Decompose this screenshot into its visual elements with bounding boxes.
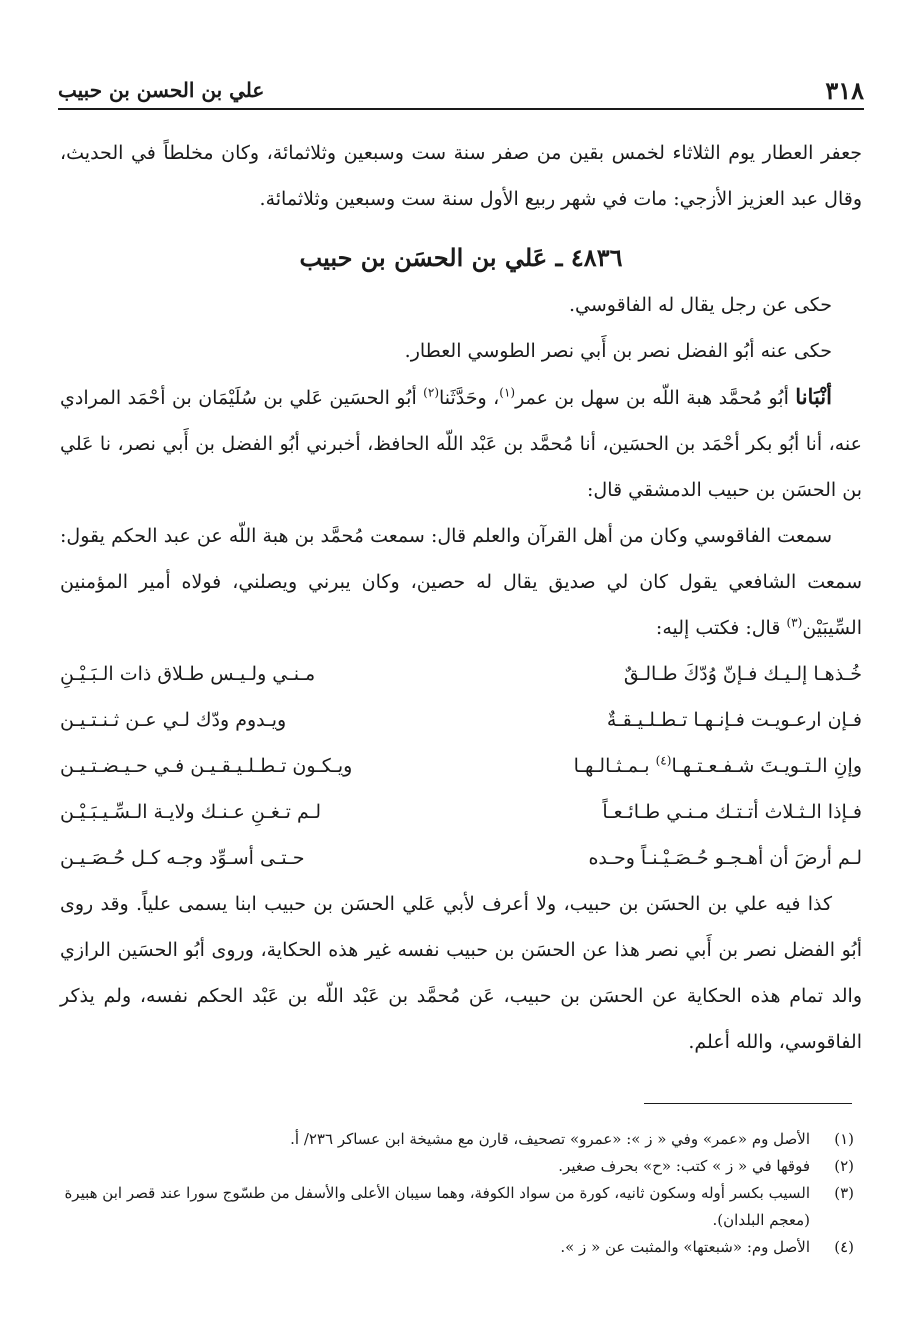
paragraph-continuation: جعفر العطار يوم الثلاثاء لخمس بقين من صفر سنة ست وسبعين وثلاثمائة، وكان مخلطاً في الحديث، وقال عبد العزيز الأزجي: مات في شهر ربيع الأول سنة ست وسبعين وثلاثمائة. bbox=[60, 142, 862, 210]
footnote-ref-4: (٤) bbox=[655, 753, 672, 768]
footnote-ref-3: (٣) bbox=[786, 615, 803, 630]
page-number: ٣١٨ bbox=[825, 75, 864, 105]
footnote bbox=[64, 1234, 854, 1261]
anbana-word: أنْبَانا bbox=[795, 384, 832, 409]
footnote-number: (٢) bbox=[834, 1157, 854, 1175]
footnotes bbox=[64, 1126, 854, 1261]
verse-text: بـمـثـالـهـا bbox=[573, 755, 656, 777]
footnote bbox=[64, 1126, 854, 1153]
poem bbox=[60, 651, 862, 881]
story-part-b: قال: فكتب إليه: bbox=[655, 617, 787, 639]
footnote-text: فوقها في « ز » كتب: «ح» بحرف صغير. bbox=[558, 1157, 810, 1175]
paragraph-story bbox=[60, 513, 862, 651]
paragraph-narrated-from: حكى عن رجل يقال له الفاقوسي. bbox=[568, 294, 832, 316]
main-text bbox=[60, 130, 862, 1065]
footnote-number: (٣) bbox=[834, 1184, 854, 1202]
footnote-ref-1: (١) bbox=[499, 385, 516, 400]
entry-heading: ٤٨٣٦ ـ عَلي بن الحسَن بن حبيب bbox=[299, 243, 623, 272]
running-title: علي بن الحسن بن حبيب bbox=[58, 78, 265, 102]
verse-first-hemistich: لـم أرضَ أن أهـجـو حُـصَـيْـنـاً وحـده bbox=[588, 847, 862, 869]
verse-second-hemistich: ويـكـون تـطـلـيـقـيـن فـي حـيـضـتـيـن bbox=[60, 755, 353, 777]
isnad-part-c: أبُو الحسَين عَلي بن سُلَيْمَان بن أحْمَد المرادي عنه، أنا أبُو بكر أحْمَد بن الحسَين، أنا مُحمَّد بن عَبْد اللّه الحافظ، أخبرني أبُو الفضل بن أَبي نصر، نا عَلي بن الحسَن بن حبيب الدمشقي قال: bbox=[60, 387, 862, 501]
footnote-text: السيب بكسر أوله وسكون ثانيه، كورة من سواد الكوفة، وهما سيبان الأعلى والأسفل من طسّوج سورا عند قصر ابن هبيرة (معجم البلدان). bbox=[64, 1184, 810, 1229]
isnad-part-a: أبُو مُحمَّد هبة اللّه بن سهل بن عمر bbox=[515, 387, 796, 409]
verse-first-hemistich bbox=[492, 743, 862, 789]
poem-verse bbox=[60, 743, 862, 789]
verse-second-hemistich: مـنـي ولـيـس طـلاق ذات الـبَـيْـنِ bbox=[60, 663, 316, 685]
story-part-a: سمعت الفاقوسي وكان من أهل القرآن والعلم قال: سمعت مُحمَّد بن هبة اللّه عن عبد الحكم يقول: سمعت الشافعي يقول كان لي صديق يقال له حصين، وكان يبرني ويصلني، فولاه أمير المؤمنين السِّيبَيْن bbox=[60, 525, 862, 639]
verse-second-hemistich: حـتـى أسـوِّد وجـه كـل حُـصَـيـن bbox=[60, 847, 305, 869]
verse-first-hemistich: فـإن ارعـويـت فـإنـهـا تـطـلـيـقـةٌ bbox=[606, 709, 862, 731]
paragraph-narrated-by: حكى عنه أبُو الفضل نصر بن أَبي نصر الطوسي العطار. bbox=[404, 340, 832, 362]
footnote bbox=[64, 1180, 854, 1234]
footnote-number: (٤) bbox=[834, 1238, 854, 1256]
footnote-number: (١) bbox=[834, 1130, 854, 1148]
poem-verse bbox=[60, 789, 862, 835]
verse-text: وإنِ الـتـويـتَ شـفـعـتـهـا bbox=[671, 755, 862, 777]
verse-second-hemistich: ويـدوم ودّك لـي عـن ثـنـتـيـن bbox=[60, 709, 287, 731]
footnote-text: الأصل وم: «شبعتها» والمثبت عن « ز ». bbox=[560, 1238, 810, 1256]
verse-first-hemistich: فـإذا الـثـلاث أتـتـك مـنـي طـائـعـاً bbox=[602, 801, 862, 823]
isnad-part-b: ، وحَدَّثَنا bbox=[439, 387, 500, 409]
footnote-divider bbox=[644, 1103, 852, 1104]
footnote bbox=[64, 1153, 854, 1180]
paragraph-commentary: كذا فيه علي بن الحسَن بن حبيب، ولا أعرف لأبي عَلي الحسَن بن حبيب ابنا يسمى علياً. وقد روى أبُو الفضل نصر بن أَبي نصر هذا عن الحسَن بن حبيب نفسه غير هذه الحكاية، وروى أبُو الحسَين الرازي والد تمام هذه الحكاية عن الحسَن بن حبيب، عَن مُحمَّد بن عَبْد اللّه بن عَبْد الحكم نفسه، ولم يذكر الفاقوسي، والله أعلم. bbox=[60, 893, 862, 1053]
verse-first-hemistich: خُـذهـا إلـيـك فـإنّ وُدّكَ طـالـقٌ bbox=[623, 663, 862, 685]
poem-verse bbox=[60, 835, 862, 881]
footnote-text: الأصل وم «عمر» وفي « ز »: «عمرو» تصحيف، قارن مع مشيخة ابن عساكر ٢٣٦/ أ. bbox=[290, 1130, 810, 1148]
footnote-ref-2: (٢) bbox=[423, 385, 439, 400]
poem-verse bbox=[60, 651, 862, 697]
poem-verse bbox=[60, 697, 862, 743]
verse-second-hemistich: لـم تـغـنِ عـنـك ولايـة الـسِّـيـبَـيْـن bbox=[60, 801, 321, 823]
page-header bbox=[58, 72, 864, 110]
paragraph-isnad bbox=[60, 374, 862, 513]
